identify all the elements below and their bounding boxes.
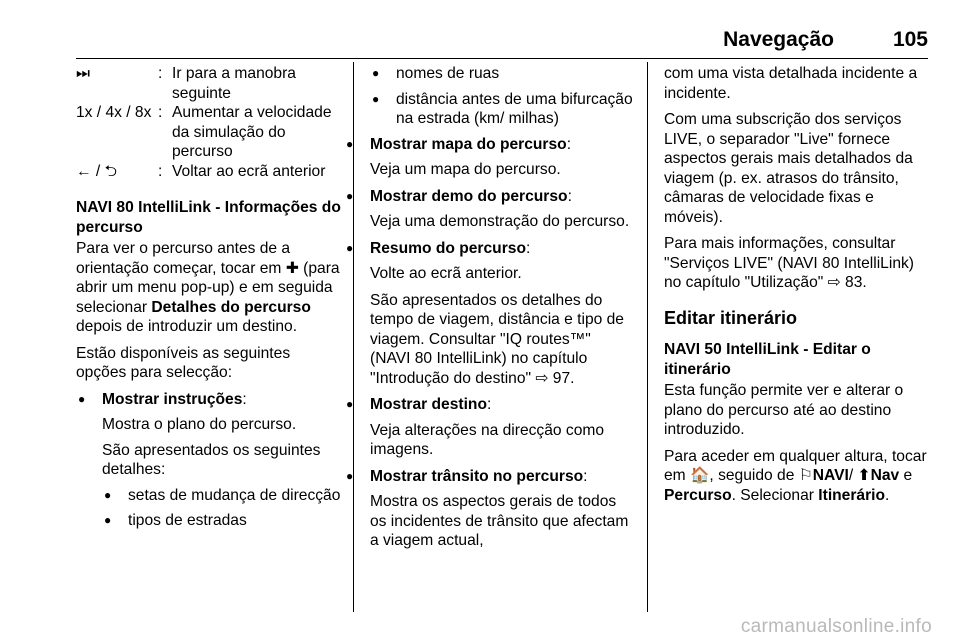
section-heading: NAVI 50 IntelliLink - Editar o itinerário [664, 341, 871, 378]
list-item: ● setas de mudança de direcção [102, 486, 342, 506]
list-item: ● Resumo do percurso: [344, 239, 634, 259]
paragraph: Para ver o percurso antes de a orientação começar, tocar em ✚ (para abrir um menu pop-up) e em seguida selecionar Detalhes do percurso depois de introduzir um destino. [76, 240, 340, 335]
header-rule [76, 58, 928, 59]
column-1: ⏭ : Ir para a manobra seguinte 1x / 4x / 8x : Aumentar a velocidade da simulação do percurso ← / ⮌ : Voltar ao ecrã anterior NAVI 80 IntelliLink - Informações do percurso Para ver o percurso antes de a orientação começar, tocar em ✚ (para abrir um menu pop-up) e em seguida selecionar Detalhes do percurso depois de introduzir um destino. Estão disponíveis as seguintes opções para selecção: ● Mostrar instruções: Mostra o plano do percurso. São apresentados os seguintes detalhes: ● setas de mudança de direcção ● tipos de estradas [76, 64, 342, 537]
page-header [76, 28, 928, 56]
plus-icon: ✚ [285, 259, 299, 277]
back-arrow-icon: ← / ⮌ [76, 162, 118, 180]
flag-icon: ⚐ [798, 467, 813, 484]
column-divider-2 [647, 62, 648, 612]
list-item: ● tipos de estradas [102, 511, 342, 531]
table-row: ← / ⮌ : Voltar ao ecrã anterior [76, 162, 326, 180]
list-item: ● Mostrar trânsito no percurso: [344, 467, 634, 487]
paragraph: Estão disponíveis as seguintes opções para selecção: [76, 344, 291, 381]
column-3: com uma vista detalhada incidente a incidente. Com uma subscrição dos serviços LIVE, o separador "Live" fornece aspectos gerais mais detalhados da viagem (p. ex. atrasos do trânsito, câmaras de velocidade fixas e móveis). Para mais informações, consultar "Serviços LIVE" (NAVI 80 IntelliLink) no capítulo "Utilização" ⇨ 83. Editar itinerário NAVI 50 IntelliLink - Editar o itinerário Esta função permite ver e alterar o plano do percurso até ao destino introduzido. Para aceder em qualquer altura, tocar em 🏠, seguido de ⚐NAVI/ ⬆Nav e Percurso. Selecionar Itinerário. [664, 64, 932, 512]
watermark: carmanualsonline.info [740, 616, 932, 637]
paragraph: Para aceder em qualquer altura, tocar em 🏠, seguido de ⚐NAVI/ ⬆Nav e Percurso. Selecionar Itinerário. [664, 447, 927, 504]
list-item: ● Mostrar destino: [344, 395, 634, 415]
table-row: 1x / 4x / 8x : Aumentar a velocidade da simulação do percurso [76, 104, 332, 160]
section-heading: NAVI 80 IntelliLink - Informações do percurso [76, 199, 341, 236]
page-title: Navegação [723, 28, 834, 51]
home-icon: 🏠 [690, 467, 710, 484]
nav-arrow-icon: ⬆ [857, 467, 871, 484]
list-item: ● nomes de ruas [370, 64, 634, 84]
page-number: 105 [892, 28, 928, 51]
list-item: ● Mostrar demo do percurso: [344, 187, 634, 207]
controls-table [76, 64, 342, 181]
column-2: ● nomes de ruas ● distância antes de uma bifurcação na estrada (km/ milhas) ● Mostrar mapa do percurso: Veja um mapa do percurso. ● Mostrar demo do percurso: Veja uma demonstração do percurso. ● Resumo do percurso: Volte ao ecrã anterior. São apresentados os detalhes do tempo de viagem, distância e tipo de viagem. Consultar "IQ routes™" (NAVI 80 IntelliLink) no capítulo "Introdução do destino" ⇨ 97. ● Mostrar destino: Veja alterações na direcção como imagens. ● Mostrar trânsito no percurso: Mostra os aspectos gerais de todos os incidentes de trânsito que afectam a viagem actual, [370, 64, 634, 558]
section-title: Editar itinerário [664, 307, 798, 328]
list-item: ● Mostrar instruções: [76, 390, 342, 410]
next-maneuver-icon: ⏭ [76, 65, 91, 82]
list-item: ● Mostrar mapa do percurso: [344, 135, 634, 155]
list-item: ● distância antes de uma bifurcação na estrada (km/ milhas) [370, 90, 634, 129]
table-row: ⏭ : Ir para a manobra seguinte [76, 65, 296, 102]
